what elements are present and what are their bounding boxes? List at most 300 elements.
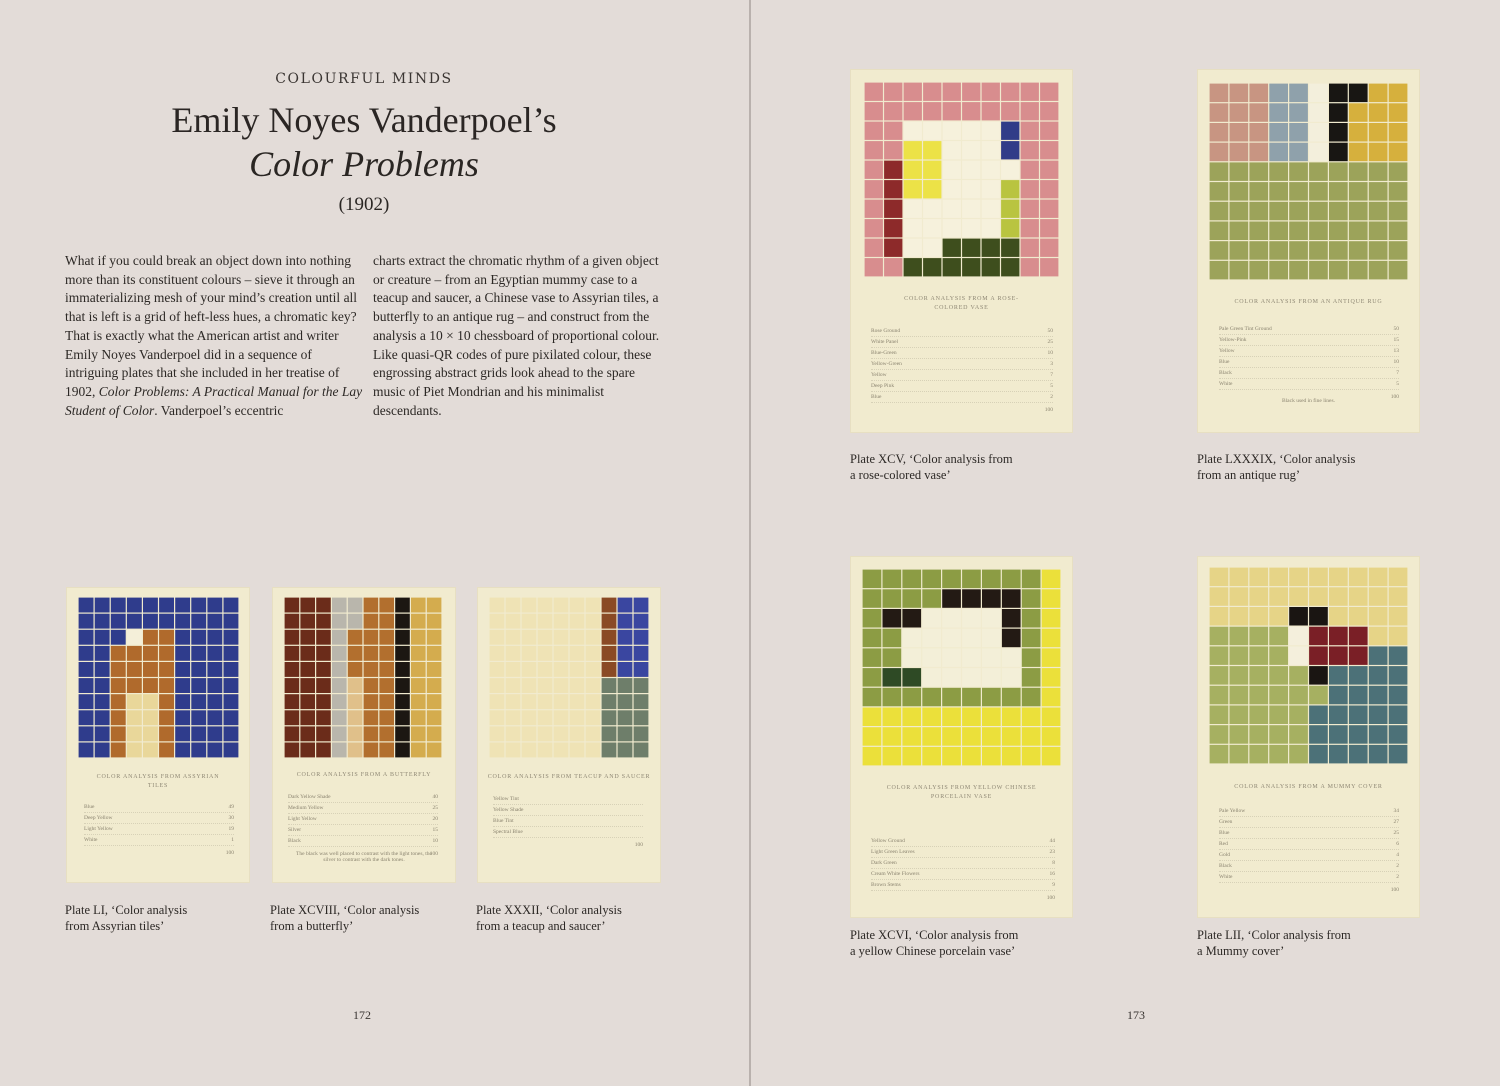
grid-cell	[902, 708, 921, 727]
grid-cell	[1389, 103, 1408, 122]
grid-cell	[207, 726, 222, 741]
grid-cell	[863, 589, 882, 608]
grid-cell	[332, 743, 347, 758]
legend-label: Deep Pink	[871, 383, 895, 389]
grid-cell	[1369, 222, 1388, 241]
grid-cell	[395, 694, 410, 709]
grid-cell	[922, 629, 941, 648]
grid-cell	[175, 694, 190, 709]
legend-row	[871, 880, 1055, 891]
grid-cell	[1249, 686, 1268, 705]
grid-cell	[348, 678, 363, 693]
grid-cell	[300, 646, 315, 661]
grid-cell	[1230, 568, 1249, 587]
grid-cell	[865, 102, 883, 120]
grid-cell	[143, 710, 158, 725]
grid-cell	[79, 598, 94, 613]
grid-cell	[224, 662, 239, 677]
grid-cell	[490, 743, 505, 758]
grid-cell	[364, 726, 379, 741]
grid-cell	[1309, 123, 1328, 142]
grid-cell	[1210, 745, 1229, 764]
grid-cell	[618, 646, 633, 661]
legend-label: Black	[1219, 863, 1232, 869]
grid-cell	[95, 710, 110, 725]
grid-cell	[95, 694, 110, 709]
grid-cell	[207, 694, 222, 709]
grid-cell	[1002, 589, 1021, 608]
grid-cell	[1289, 607, 1308, 626]
grid-cell	[1329, 123, 1348, 142]
grid-cell	[554, 614, 569, 629]
grid-cell	[1349, 646, 1368, 665]
grid-cell	[1249, 261, 1268, 280]
grid-cell	[1210, 568, 1229, 587]
legend-label: Blue	[871, 394, 882, 400]
grid-cell	[618, 743, 633, 758]
grid-cell	[506, 662, 521, 677]
grid-cell	[883, 688, 902, 707]
grid-cell	[1349, 261, 1368, 280]
grid-cell	[962, 258, 980, 276]
grid-cell	[522, 678, 537, 693]
grid-cell	[1289, 627, 1308, 646]
grid-cell	[602, 630, 617, 645]
grid-cell	[538, 694, 553, 709]
grid-cell	[902, 629, 921, 648]
legend-value: 13	[1393, 348, 1399, 354]
legend-value: 7	[1050, 372, 1053, 378]
grid-cell	[602, 710, 617, 725]
grid-cell	[395, 743, 410, 758]
legend-total: 100	[1046, 895, 1055, 901]
grid-cell	[1040, 200, 1058, 218]
grid-cell	[490, 662, 505, 677]
legend-label: White	[84, 837, 98, 843]
grid-cell	[1230, 84, 1249, 103]
grid-cell	[570, 646, 585, 661]
grid-cell	[316, 678, 331, 693]
grid-cell	[1309, 745, 1328, 764]
grid-cell	[1309, 568, 1328, 587]
grid-cell	[904, 219, 922, 237]
grid-cell	[506, 743, 521, 758]
legend-value: 40	[432, 794, 438, 800]
grid-cell	[1329, 103, 1348, 122]
grid-cell	[1021, 200, 1039, 218]
grid-cell	[1022, 727, 1041, 746]
grid-cell	[942, 629, 961, 648]
grid-cell	[943, 219, 961, 237]
grid-cell	[506, 694, 521, 709]
grid-cell	[224, 646, 239, 661]
legend-label: Blue	[1219, 830, 1230, 836]
page-subtitle: Color Problems	[249, 144, 479, 184]
plate-assyrian-tiles	[66, 587, 250, 883]
grid-cell	[395, 630, 410, 645]
grid-cell	[427, 694, 442, 709]
grid-cell	[143, 726, 158, 741]
grid-cell	[884, 141, 902, 159]
grid-cell	[1230, 706, 1249, 725]
grid-cell	[1249, 202, 1268, 221]
grid-cell	[570, 710, 585, 725]
grid-cell	[300, 743, 315, 758]
legend-label: Green	[1219, 819, 1233, 825]
grid-cell	[191, 710, 206, 725]
legend-row	[493, 794, 643, 805]
grid-cell	[1210, 646, 1229, 665]
legend-row	[288, 825, 438, 836]
grid-cell	[1042, 688, 1061, 707]
grid-cell	[982, 180, 1000, 198]
grid-cell	[1230, 123, 1249, 142]
grid-cell	[111, 598, 126, 613]
legend-label: Light Green Leaves	[871, 849, 915, 855]
grid-cell	[427, 598, 442, 613]
grid-cell	[902, 609, 921, 628]
grid-cell	[902, 648, 921, 667]
grid-cell	[922, 747, 941, 766]
grid-cell	[207, 678, 222, 693]
plate-heading: COLOR ANALYSIS FROM A ROSE-COLORED VASE	[904, 296, 1019, 311]
grid-cell	[1022, 668, 1041, 687]
grid-cell	[602, 726, 617, 741]
grid-cell	[902, 668, 921, 687]
grid-cell	[411, 710, 426, 725]
grid-cell	[1040, 122, 1058, 140]
grid-cell	[1249, 706, 1268, 725]
grid-cell	[943, 141, 961, 159]
grid-cell	[586, 614, 601, 629]
grid-cell	[923, 239, 941, 257]
grid-cell	[1269, 202, 1288, 221]
grid-cell	[586, 678, 601, 693]
grid-cell	[982, 629, 1001, 648]
legend-total: 100	[634, 842, 643, 848]
grid-cell	[191, 678, 206, 693]
grid-cell	[962, 648, 981, 667]
grid-cell	[982, 219, 1000, 237]
grid-cell	[943, 239, 961, 257]
caption-rose-vase	[850, 452, 1013, 483]
plate-heading: COLOR ANALYSIS FROM A MUMMY COVER	[1234, 784, 1383, 790]
grid-cell	[982, 589, 1001, 608]
grid-cell	[1021, 83, 1039, 101]
grid-cell	[159, 598, 174, 613]
grid-cell	[1269, 745, 1288, 764]
grid-cell	[962, 122, 980, 140]
grid-cell	[863, 747, 882, 766]
legend-value: 2	[1050, 394, 1053, 400]
grid-cell	[1021, 122, 1039, 140]
grid-cell	[1269, 241, 1288, 260]
grid-cell	[490, 614, 505, 629]
grid-cell	[1369, 745, 1388, 764]
grid-cell	[379, 614, 394, 629]
grid-cell	[1001, 239, 1019, 257]
grid-cell	[490, 710, 505, 725]
grid-cell	[1249, 222, 1268, 241]
grid-cell	[1230, 627, 1249, 646]
grid-cell	[962, 589, 981, 608]
grid-cell	[1329, 182, 1348, 201]
legend-row	[84, 813, 234, 824]
grid-cell	[348, 662, 363, 677]
grid-cell	[332, 694, 347, 709]
grid-cell	[1002, 747, 1021, 766]
grid-cell	[982, 570, 1001, 589]
grid-cell	[522, 630, 537, 645]
grid-cell	[379, 710, 394, 725]
plate-grid	[284, 597, 442, 758]
grid-cell	[982, 747, 1001, 766]
grid-cell	[427, 630, 442, 645]
grid-cell	[1309, 103, 1328, 122]
legend-value: 44	[1049, 838, 1055, 844]
legend-row	[871, 337, 1053, 348]
legend-row	[871, 370, 1053, 381]
grid-cell	[224, 630, 239, 645]
grid-cell	[1249, 725, 1268, 744]
caption-line: Plate LII, ‘Color analysis from	[1197, 928, 1351, 942]
grid-cell	[618, 630, 633, 645]
grid-cell	[1309, 607, 1328, 626]
grid-cell	[395, 662, 410, 677]
grid-cell	[1210, 241, 1229, 260]
caption-butterfly	[270, 903, 419, 934]
grid-cell	[395, 614, 410, 629]
grid-cell	[1289, 143, 1308, 162]
legend-total: 100	[1044, 407, 1053, 413]
legend-row	[84, 824, 234, 835]
legend-row	[1219, 850, 1399, 861]
grid-cell	[1349, 222, 1368, 241]
grid-cell	[982, 122, 1000, 140]
plate-grid	[1209, 567, 1408, 764]
grid-cell	[348, 646, 363, 661]
grid-cell	[570, 614, 585, 629]
grid-cell	[1042, 589, 1061, 608]
body-text-column-1	[65, 252, 363, 420]
grid-cell	[1369, 84, 1388, 103]
grid-cell	[364, 662, 379, 677]
grid-cell	[634, 694, 649, 709]
grid-cell	[379, 630, 394, 645]
grid-cell	[1040, 83, 1058, 101]
body-text-column-2: charts extract the chromatic rhythm of a given object or creature – from an Egyptian mummy case to a teacup and saucer, a Chinese vase to Assyrian tiles, a butterfly to an antique rug – and construct from the analysis a 10 × 10 chessboard of proportional colour. Like quasi-QR codes of pure pixilated colour, these engrossing abstract grids look ahead to the spare music of Piet Mondrian and his minimalist descendants.	[373, 253, 660, 418]
body-text-1b: . Vanderpoel’s eccentric	[154, 402, 284, 418]
plate-legend	[84, 802, 234, 858]
grid-cell	[159, 694, 174, 709]
grid-cell	[395, 678, 410, 693]
grid-cell	[1289, 222, 1308, 241]
caption-line: Plate XCVI, ‘Color analysis from	[850, 928, 1019, 942]
legend-label: Blue-Green	[871, 350, 897, 356]
grid-cell	[1230, 222, 1249, 241]
caption-teacup	[476, 903, 622, 934]
book-title-italic: Color Problems: A Practical Manual for the Lay Student of Color	[65, 383, 363, 418]
grid-cell	[942, 727, 961, 746]
grid-cell	[863, 668, 882, 687]
legend-value: 10	[1047, 350, 1053, 356]
grid-cell	[159, 678, 174, 693]
grid-cell	[411, 694, 426, 709]
legend-total: 100	[1390, 394, 1399, 400]
grid-cell	[143, 678, 158, 693]
grid-cell	[1230, 725, 1249, 744]
grid-cell	[1349, 745, 1368, 764]
legend-row	[871, 359, 1053, 370]
grid-cell	[1329, 725, 1348, 744]
grid-cell	[570, 694, 585, 709]
grid-cell	[618, 726, 633, 741]
grid-cell	[285, 598, 300, 613]
grid-cell	[1230, 261, 1249, 280]
grid-cell	[411, 662, 426, 677]
grid-cell	[554, 646, 569, 661]
grid-cell	[1369, 587, 1388, 606]
grid-cell	[506, 614, 521, 629]
grid-cell	[1369, 182, 1388, 201]
grid-cell	[602, 662, 617, 677]
grid-cell	[1269, 84, 1288, 103]
grid-cell	[884, 122, 902, 140]
grid-cell	[127, 646, 142, 661]
grid-cell	[1349, 202, 1368, 221]
grid-cell	[1042, 629, 1061, 648]
grid-cell	[1329, 162, 1348, 181]
grid-cell	[191, 726, 206, 741]
grid-cell	[79, 630, 94, 645]
grid-cell	[538, 630, 553, 645]
grid-cell	[1022, 629, 1041, 648]
grid-cell	[942, 688, 961, 707]
grid-cell	[1269, 568, 1288, 587]
grid-cell	[427, 743, 442, 758]
grid-cell	[1369, 627, 1388, 646]
grid-cell	[602, 598, 617, 613]
grid-cell	[1349, 143, 1368, 162]
grid-cell	[143, 630, 158, 645]
grid-cell	[143, 662, 158, 677]
grid-cell	[634, 726, 649, 741]
legend-label: White	[1219, 874, 1233, 880]
grid-cell	[1369, 686, 1388, 705]
grid-cell	[159, 726, 174, 741]
grid-cell	[1021, 239, 1039, 257]
grid-cell	[300, 598, 315, 613]
page-number: 172	[353, 1008, 371, 1022]
grid-cell	[1389, 587, 1408, 606]
plate-mummy-cover	[1197, 556, 1420, 918]
grid-cell	[982, 688, 1001, 707]
grid-cell	[1002, 629, 1021, 648]
legend-label: Spectral Blue	[493, 829, 523, 835]
legend-label: Pale Yellow	[1219, 808, 1246, 814]
caption-line: Plate XCV, ‘Color analysis from	[850, 452, 1013, 466]
grid-cell	[943, 83, 961, 101]
grid-cell	[1249, 745, 1268, 764]
grid-cell	[865, 219, 883, 237]
grid-cell	[1040, 219, 1058, 237]
plate-note: The black was well placed to contrast with the light tones, the silver to contrast with the dark tones.	[296, 851, 432, 863]
grid-cell	[300, 726, 315, 741]
legend-value: 10	[1393, 359, 1399, 365]
grid-cell	[379, 678, 394, 693]
legend-total: 100	[429, 851, 438, 857]
grid-cell	[427, 662, 442, 677]
grid-cell	[538, 662, 553, 677]
grid-cell	[127, 630, 142, 645]
grid-cell	[111, 678, 126, 693]
legend-label: Yellow	[1219, 348, 1235, 354]
grid-cell	[506, 678, 521, 693]
legend-label: Black	[288, 838, 301, 844]
grid-cell	[395, 726, 410, 741]
grid-cell	[982, 648, 1001, 667]
grid-cell	[1309, 725, 1328, 744]
grid-cell	[982, 258, 1000, 276]
grid-cell	[111, 710, 126, 725]
legend-value: 25	[1393, 830, 1399, 836]
grid-cell	[79, 694, 94, 709]
grid-cell	[1021, 219, 1039, 237]
grid-cell	[863, 648, 882, 667]
grid-cell	[522, 646, 537, 661]
grid-cell	[902, 589, 921, 608]
grid-cell	[1002, 648, 1021, 667]
legend-total: 100	[1390, 887, 1399, 893]
grid-cell	[1329, 261, 1348, 280]
grid-cell	[159, 630, 174, 645]
grid-cell	[1042, 668, 1061, 687]
grid-cell	[602, 678, 617, 693]
legend-label: Dark Green	[871, 860, 897, 866]
grid-cell	[1369, 607, 1388, 626]
grid-cell	[962, 83, 980, 101]
legend-label: Red	[1219, 841, 1228, 847]
grid-cell	[285, 646, 300, 661]
grid-cell	[1349, 84, 1368, 103]
grid-cell	[95, 726, 110, 741]
grid-cell	[332, 678, 347, 693]
grid-cell	[618, 710, 633, 725]
grid-cell	[1349, 666, 1368, 685]
legend-label: Yellow	[871, 372, 887, 378]
grid-cell	[904, 83, 922, 101]
grid-cell	[1329, 745, 1348, 764]
legend-label: Black	[1219, 370, 1232, 376]
grid-cell	[1309, 84, 1328, 103]
grid-cell	[1022, 688, 1041, 707]
legend-label: Dark Yellow Shade	[288, 794, 331, 800]
grid-cell	[618, 614, 633, 629]
grid-cell	[159, 614, 174, 629]
grid-cell	[1289, 241, 1308, 260]
grid-cell	[364, 630, 379, 645]
grid-cell	[1022, 570, 1041, 589]
grid-cell	[1389, 686, 1408, 705]
legend-row	[84, 802, 234, 813]
grid-cell	[379, 694, 394, 709]
legend-row	[288, 814, 438, 825]
caption-line: Plate LI, ‘Color analysis	[65, 903, 188, 917]
plate-legend	[1219, 324, 1399, 402]
grid-cell	[923, 180, 941, 198]
grid-cell	[1230, 202, 1249, 221]
grid-cell	[923, 102, 941, 120]
